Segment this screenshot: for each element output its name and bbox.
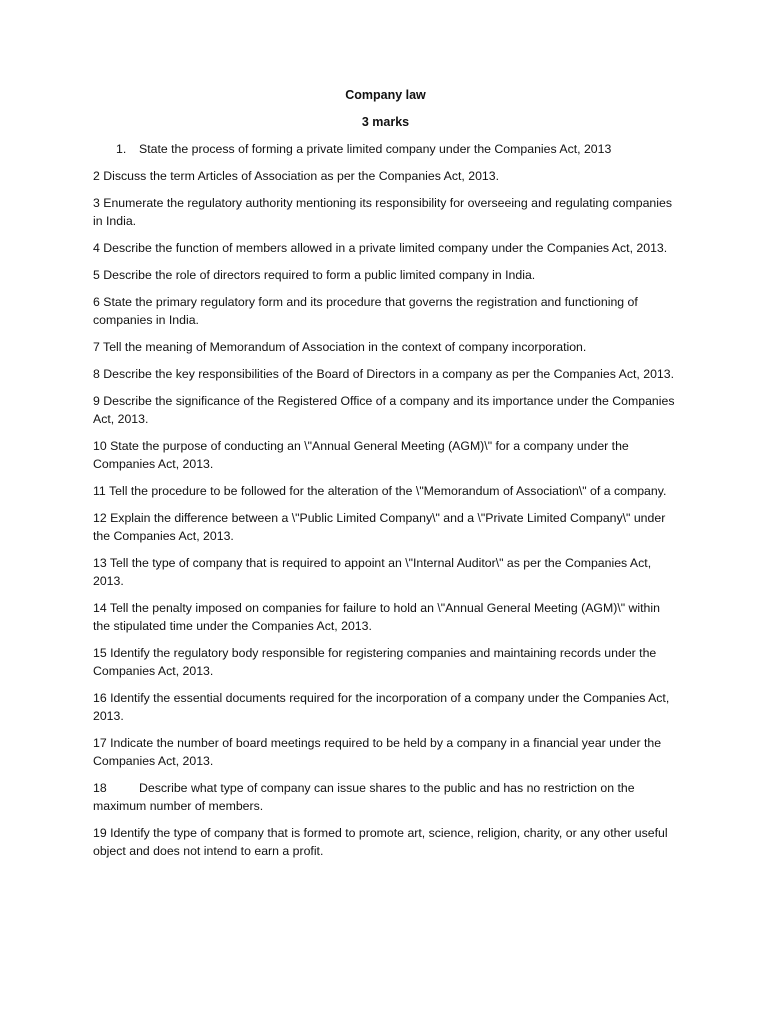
question-text: Discuss the term Articles of Association as per the Companies Act, 2013. xyxy=(103,169,500,183)
question-number: 7 xyxy=(93,340,100,354)
question-number: 4 xyxy=(93,241,100,255)
question-text: Identify the essential documents required for the incorporation of a company under the Companies Act, 2013. xyxy=(93,691,673,723)
question-text: Describe the function of members allowed in a private limited company under the Companies Act, 2013. xyxy=(103,241,668,255)
question-number: 18 xyxy=(93,781,107,795)
question-text: Tell the penalty imposed on companies for failure to hold an \"Annual General Meeting (AGM)\" within the stipulated time under the Companies Act, 2013. xyxy=(93,601,664,633)
question-item xyxy=(93,140,678,158)
question-number: 3 xyxy=(93,196,100,210)
question-number: 5 xyxy=(93,268,100,282)
question-item xyxy=(93,437,678,473)
question-number: 13 xyxy=(93,556,107,570)
question-text: Tell the type of company that is required to appoint an \"Internal Auditor\" as per the Companies Act, 2013. xyxy=(93,556,655,588)
question-text: Identify the regulatory body responsible for registering companies and maintaining records under the Companies Act, 2013. xyxy=(93,646,660,678)
question-text: Describe the key responsibilities of the Board of Directors in a company as per the Companies Act, 2013. xyxy=(103,367,674,381)
question-number: 10 xyxy=(93,439,107,453)
question-text: Describe what type of company can issue shares to the public and has no restriction on the maximum number of members. xyxy=(93,781,638,813)
question-number: 16 xyxy=(93,691,107,705)
question-text: Tell the meaning of Memorandum of Association in the context of company incorporation. xyxy=(103,340,587,354)
question-item xyxy=(93,599,678,635)
question-number: 6 xyxy=(93,295,100,309)
question-text: Describe the role of directors required to form a public limited company in India. xyxy=(103,268,536,282)
question-text: State the purpose of conducting an \"Annual General Meeting (AGM)\" for a company under the Companies Act, 2013. xyxy=(93,439,633,471)
question-number: 8 xyxy=(93,367,100,381)
question-item xyxy=(93,482,678,500)
marks-heading: 3 marks xyxy=(361,115,410,129)
question-item xyxy=(93,779,678,815)
question-text: Describe the significance of the Registered Office of a company and its importance under the Companies Act, 2013. xyxy=(93,394,678,426)
question-item xyxy=(93,266,678,284)
question-text: Enumerate the regulatory authority mentioning its responsibility for overseeing and regulating companies in India. xyxy=(93,196,676,228)
question-item xyxy=(93,365,678,383)
question-item xyxy=(93,689,678,725)
question-item xyxy=(93,167,678,185)
question-item xyxy=(93,554,678,590)
question-text: State the process of forming a private limited company under the Companies Act, 2013 xyxy=(139,142,612,156)
question-item xyxy=(93,239,678,257)
question-number: 1. xyxy=(116,142,127,156)
question-number: 2 xyxy=(93,169,100,183)
question-number: 15 xyxy=(93,646,107,660)
question-item xyxy=(93,194,678,230)
question-item xyxy=(93,824,678,860)
question-number: 19 xyxy=(93,826,107,840)
question-number: 11 xyxy=(93,484,106,498)
document-title: Company law xyxy=(345,88,426,102)
question-number: 14 xyxy=(93,601,107,615)
question-item xyxy=(93,644,678,680)
question-text: Tell the procedure to be followed for the alteration of the \"Memorandum of Association\" of a company. xyxy=(108,484,667,498)
question-text: Identify the type of company that is formed to promote art, science, religion, charity, or any other useful object and does not intend to earn a profit. xyxy=(93,826,672,858)
question-item xyxy=(93,509,678,545)
question-item xyxy=(93,734,678,770)
question-item xyxy=(93,392,678,428)
question-item xyxy=(93,338,678,356)
question-text: Explain the difference between a \"Public Limited Company\" and a \"Private Limited Company\" under the Companies Act, 2013. xyxy=(93,511,669,543)
question-number: 12 xyxy=(93,511,107,525)
question-text: State the primary regulatory form and its procedure that governs the registration and functioning of companies in India. xyxy=(93,295,642,327)
question-text: Indicate the number of board meetings required to be held by a company in a financial year under the Companies Act, 2013. xyxy=(93,736,665,768)
question-number: 9 xyxy=(93,394,100,408)
question-item xyxy=(93,293,678,329)
question-number: 17 xyxy=(93,736,107,750)
